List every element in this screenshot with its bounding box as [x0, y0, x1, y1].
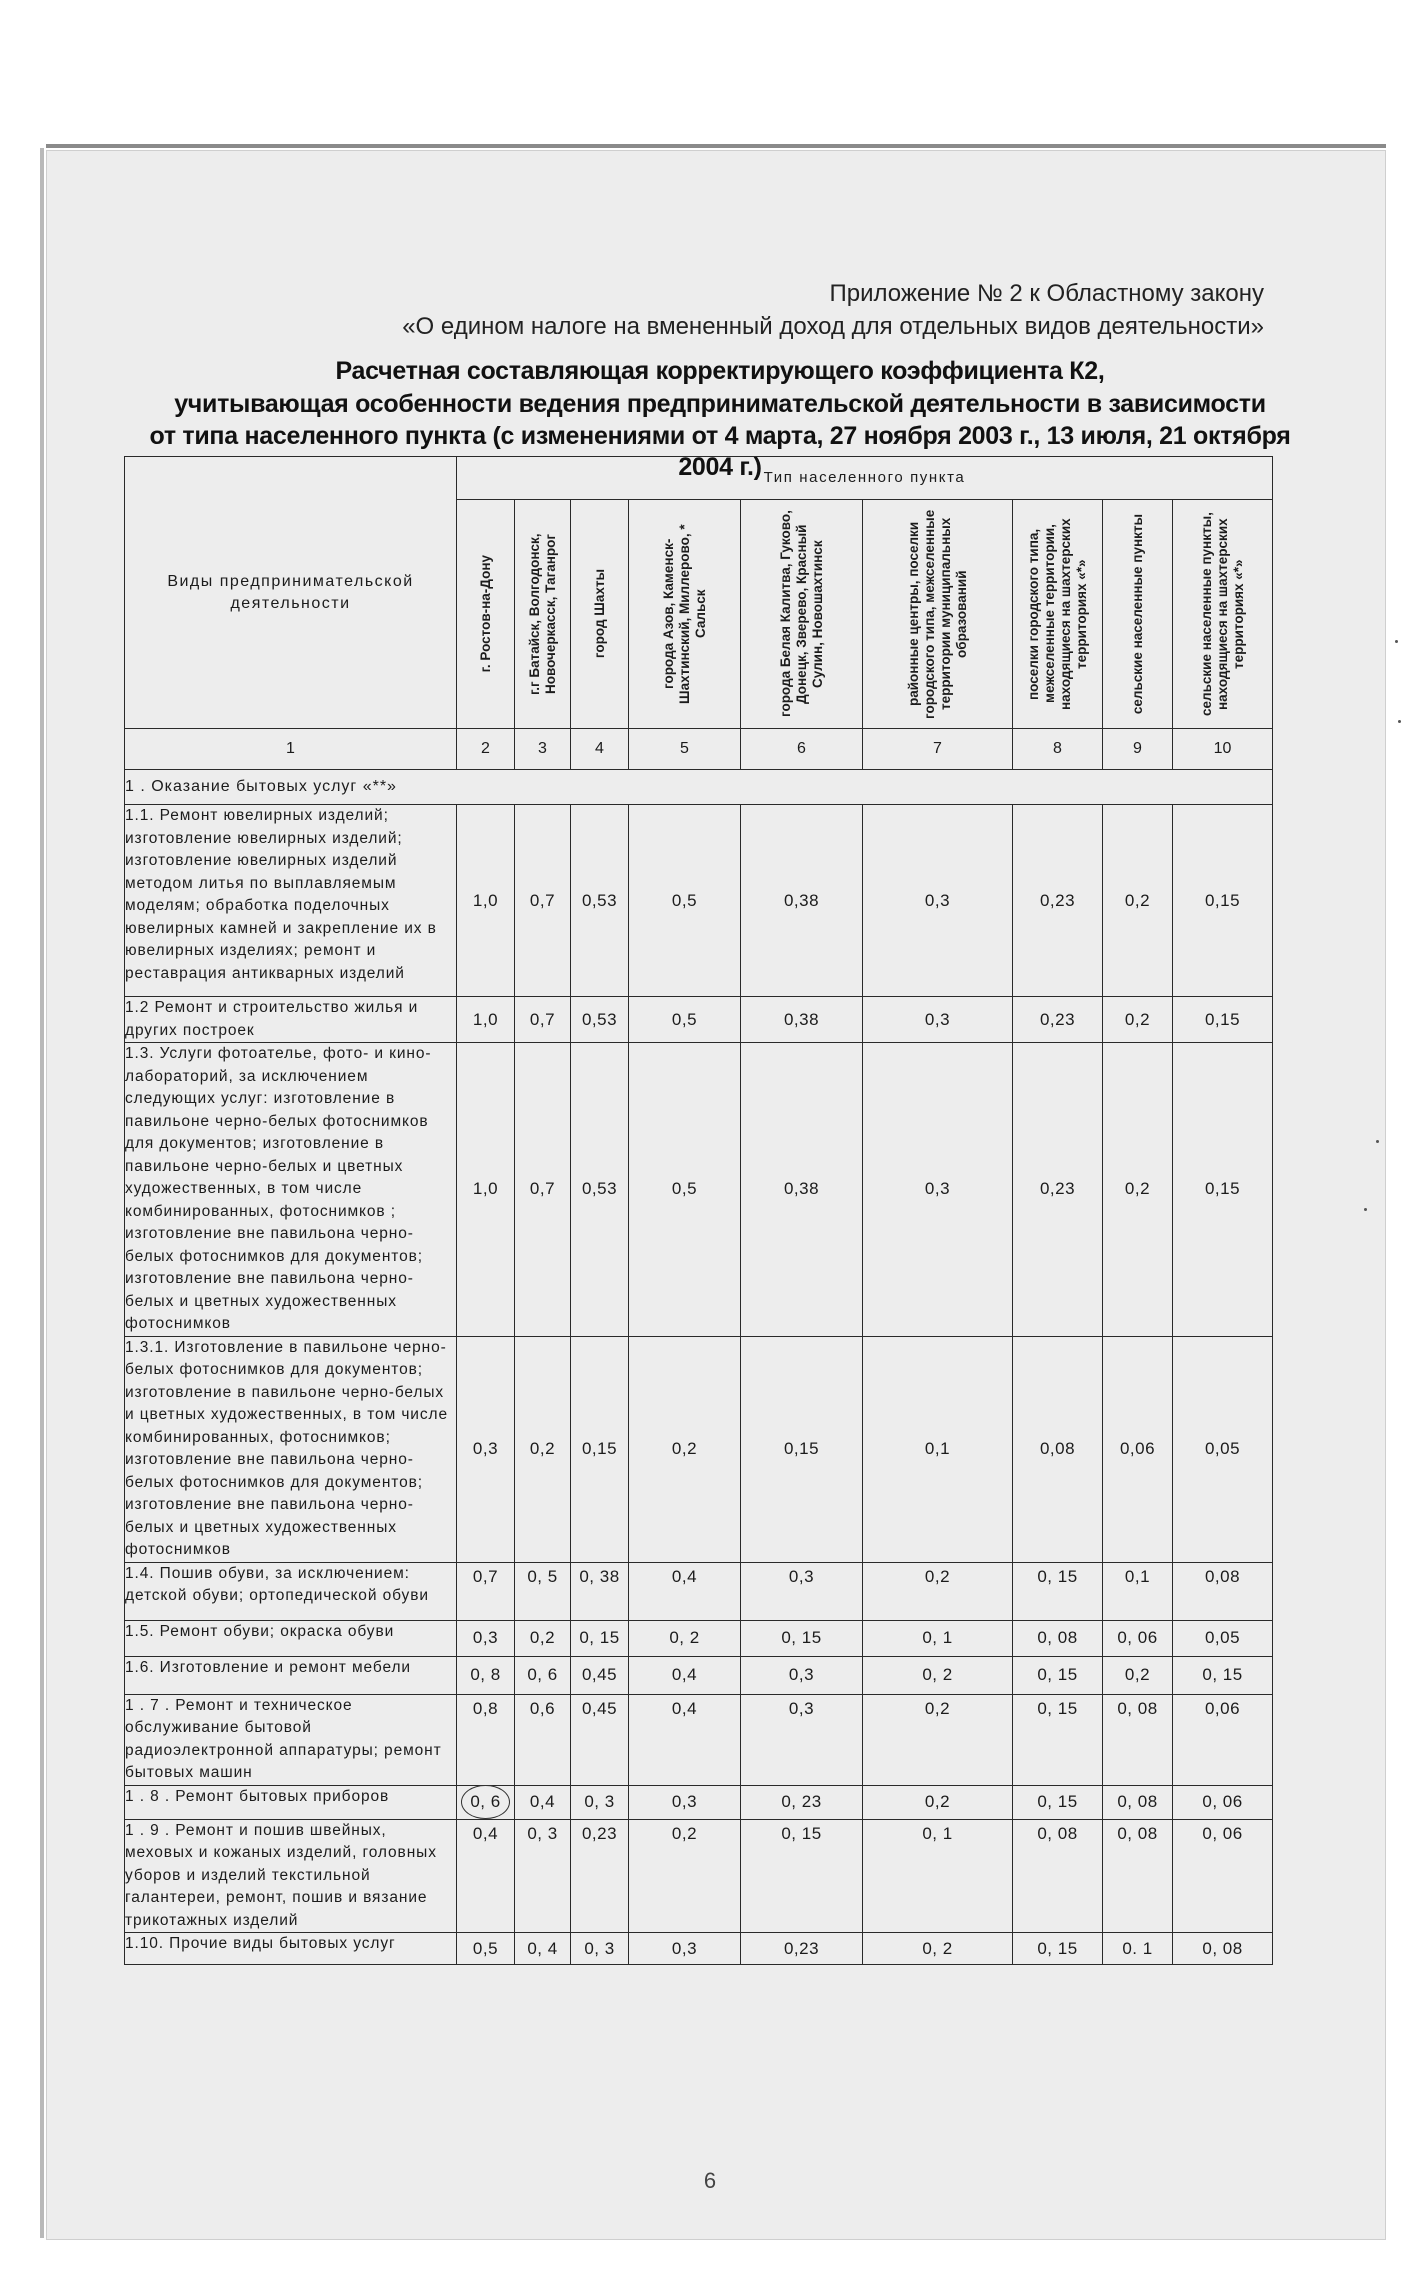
coefficient-value [1173, 1933, 1273, 1965]
coefficient-text: 1,0 [472, 890, 499, 910]
column-number: 3 [515, 729, 571, 770]
coefficient-value [1103, 805, 1173, 997]
coefficient-value [515, 1819, 571, 1933]
column-header-9 [1103, 500, 1173, 729]
coefficient-value [741, 1336, 863, 1562]
coefficient-text: 0,15 [581, 1439, 618, 1458]
coefficient-text: 0,2 [1124, 1009, 1151, 1029]
coefficient-text: 0,23 [1039, 890, 1076, 910]
coefficient-text: 0, 38 [579, 1566, 620, 1586]
coefficient-value [571, 997, 629, 1043]
coefficient-text: 0, 15 [1037, 1698, 1078, 1718]
coefficient-value [1103, 1043, 1173, 1337]
coefficient-value [457, 1620, 515, 1656]
coefficient-text: 0, 06 [1202, 1823, 1243, 1843]
scan-speck [1398, 720, 1401, 723]
coefficient-text: 0,53 [581, 1179, 618, 1199]
activity-kind: 1.2 Ремонт и строительство жилья и других построек [125, 997, 457, 1043]
sheet-edge-left [40, 148, 44, 2238]
coefficient-value [515, 1656, 571, 1694]
coefficient-text: 0,45 [581, 1698, 618, 1718]
activity-kind: 1.3. Услуги фотоателье, фото- и кино-лабораторий, за исключением следующих услуг: изготовление в павильоне черно-белых фотоснимков для документов; изготовление в павильоне черно-белых и цветных художественных, в том числе комбинированных, фотоснимков ; изготовление вне павильона черно-белых фотоснимков для документов; изготовление вне павильона черно-белых и цветных художественных фотоснимков [125, 1043, 457, 1337]
coefficient-text: 0, 15 [1037, 1792, 1078, 1811]
coefficient-text: 0,2 [924, 1792, 951, 1811]
coefficient-value [629, 1562, 741, 1620]
column-number: 8 [1013, 729, 1103, 770]
coefficient-text: 0,3 [924, 1009, 951, 1029]
coefficient-value [571, 1562, 629, 1620]
coefficient-value [741, 805, 863, 997]
coefficient-text: 0, 08 [1117, 1698, 1158, 1718]
coefficient-value [1103, 1785, 1173, 1819]
coefficient-table [124, 456, 1273, 1965]
column-number: 9 [1103, 729, 1173, 770]
coefficient-text: 0, 15 [1037, 1938, 1078, 1958]
coefficient-text: 0,2 [1124, 1665, 1151, 1684]
column-header-label: сельские населенные пункты, находящиеся на шахтерских территориях «*» [1198, 512, 1246, 716]
coefficient-value [629, 1694, 741, 1785]
column-header-7 [863, 500, 1013, 729]
activity-kind: 1.1. Ремонт ювелирных изделий; изготовление ювелирных изделий; изготовление ювелирных изделий методом литья по выплавляемым моделям; обработка поделочных ювелирных камней и закрепление их в ювелирных изделиях; ремонт и реставрация антикварных изделий [125, 805, 457, 997]
coefficient-text: 0,2 [529, 1439, 556, 1458]
coefficient-text: 0, 15 [781, 1823, 822, 1843]
coefficient-text: 0,8 [472, 1698, 499, 1718]
coefficient-text: 0,2 [1124, 1179, 1151, 1199]
coefficient-value [571, 1694, 629, 1785]
activity-kind: 1.3.1. Изготовление в павильоне черно-белых фотоснимков для документов; изготовление в павильоне черно-белых и цветных художественных, в том числе комбинированных, фотоснимков; изготовление вне павильона черно-белых фотоснимков для документов; изготовление вне павильона черно-белых и цветных художественных фотоснимков [125, 1336, 457, 1562]
coefficient-text: 0,08 [1039, 1439, 1076, 1458]
coefficient-text: 0, 08 [1037, 1823, 1078, 1843]
page-number: 6 [703, 2168, 717, 2193]
activity-kind: 1.5. Ремонт обуви; окраска обуви [125, 1620, 457, 1656]
column-number: 6 [741, 729, 863, 770]
coefficient-value [1013, 1043, 1103, 1337]
coefficient-text: 0,38 [783, 890, 820, 910]
coefficient-value [1173, 1656, 1273, 1694]
column-header-10 [1173, 500, 1273, 729]
coefficient-value [515, 997, 571, 1043]
coefficient-text: 0,23 [1039, 1009, 1076, 1029]
coefficient-text: 0,2 [1124, 890, 1151, 910]
coefficient-value [1173, 1620, 1273, 1656]
coefficient-text: 0,3 [788, 1665, 815, 1684]
coefficient-text: 0,2 [529, 1628, 556, 1647]
coefficient-value [629, 1043, 741, 1337]
coefficient-text: 0,23 [1039, 1179, 1076, 1199]
column-header-label: поселки городского типа, межселенные территории, находящиеся на шахтерских территориях «*» [1025, 518, 1089, 710]
coefficient-text: 0,6 [529, 1698, 556, 1718]
coefficient-text: 0,1 [1124, 1566, 1151, 1586]
coefficient-value [741, 1819, 863, 1933]
coefficient-text: 0, 6 [461, 1785, 509, 1819]
coefficient-value [629, 997, 741, 1043]
coefficient-value [571, 1336, 629, 1562]
coefficient-value [571, 1819, 629, 1933]
coefficient-text: 0,3 [472, 1628, 499, 1647]
coefficient-text: 0. 1 [1122, 1938, 1153, 1958]
coefficient-text: 0,1 [924, 1439, 951, 1458]
coefficient-text: 0,15 [1204, 1009, 1241, 1029]
coefficient-value [863, 1620, 1013, 1656]
coefficient-text: 0, 6 [527, 1665, 558, 1684]
coefficient-value [515, 805, 571, 997]
coefficient-value [1013, 1785, 1103, 1819]
column-header-label: районные центры, поселки городского типа, межселенные территории муниципальных образований [905, 509, 969, 719]
coefficient-value [741, 1043, 863, 1337]
coefficient-value [863, 997, 1013, 1043]
coefficient-value [571, 805, 629, 997]
coefficient-text: 0, 3 [527, 1823, 558, 1843]
activity-kind: 1.6. Изготовление и ремонт мебели [125, 1656, 457, 1694]
coefficient-value [571, 1620, 629, 1656]
activity-kind: 1.4. Пошив обуви, за исключением: детской обуви; ортопедической обуви [125, 1562, 457, 1620]
coefficient-value [1173, 1785, 1273, 1819]
column-number: 7 [863, 729, 1013, 770]
coefficient-value [1173, 1819, 1273, 1933]
coefficient-value [629, 805, 741, 997]
coefficient-text: 0,2 [671, 1823, 698, 1843]
table-row [125, 1933, 1273, 1965]
coefficient-text: 0,23 [783, 1938, 820, 1958]
column-header-label: г.г Батайск, Волгодонск, Новочеркасск, Таганрог [526, 533, 558, 695]
coefficient-text: 0,4 [671, 1566, 698, 1586]
coefficient-value [1173, 997, 1273, 1043]
coefficient-value [741, 997, 863, 1043]
coefficient-text: 0,2 [924, 1566, 951, 1586]
coefficient-text: 0, 3 [584, 1938, 615, 1958]
coefficient-value [457, 1336, 515, 1562]
coefficient-value [1103, 1336, 1173, 1562]
coefficient-value [515, 1336, 571, 1562]
coefficient-value [1173, 805, 1273, 997]
coefficient-text: 0, 06 [1202, 1792, 1243, 1811]
column-header-6 [741, 500, 863, 729]
table-row [125, 1562, 1273, 1620]
coefficient-text: 0, 08 [1037, 1628, 1078, 1647]
column-header-5 [629, 500, 741, 729]
coefficient-text: 0,15 [783, 1439, 820, 1458]
coefficient-value [741, 1562, 863, 1620]
coefficient-text: 0,08 [1204, 1566, 1241, 1586]
coefficient-value [863, 1336, 1013, 1562]
coefficient-value [515, 1562, 571, 1620]
coefficient-text: 0,4 [671, 1698, 698, 1718]
column-header-3 [515, 500, 571, 729]
coefficient-value [863, 1694, 1013, 1785]
coefficient-value [629, 1785, 741, 1819]
table-row [125, 1620, 1273, 1656]
coefficient-text: 0, 15 [1037, 1665, 1078, 1684]
coefficient-value [1103, 1620, 1173, 1656]
coefficient-value [863, 805, 1013, 997]
coefficient-text: 0,3 [788, 1698, 815, 1718]
coefficient-value [863, 1819, 1013, 1933]
coefficient-value [457, 1785, 515, 1819]
column-header-label: города Азов, Каменск-Шахтинский, Миллерово, * Сальск [660, 524, 708, 704]
coefficient-text: 0,7 [529, 1179, 556, 1199]
coefficient-text: 0,3 [924, 890, 951, 910]
table-row [125, 1694, 1273, 1785]
column-header-4 [571, 500, 629, 729]
column-number: 2 [457, 729, 515, 770]
coefficient-text: 0, 08 [1117, 1792, 1158, 1811]
coefficient-value [741, 1694, 863, 1785]
coefficient-value [1013, 1694, 1103, 1785]
column-header-label: город Шахты [591, 569, 607, 659]
coefficient-text: 0,2 [924, 1698, 951, 1718]
coefficient-value [515, 1694, 571, 1785]
coefficient-text: 0,15 [1204, 1179, 1241, 1199]
column-number: 10 [1173, 729, 1273, 770]
coefficient-text: 0,7 [529, 890, 556, 910]
coefficient-value [1173, 1336, 1273, 1562]
coefficient-value [629, 1656, 741, 1694]
coefficient-value [1103, 1562, 1173, 1620]
coefficient-value [515, 1620, 571, 1656]
coefficient-value [457, 1694, 515, 1785]
coefficient-text: 0,3 [671, 1792, 698, 1811]
coefficient-text: 0,7 [472, 1566, 499, 1586]
coefficient-text: 0,23 [581, 1823, 618, 1843]
coefficient-value [741, 1620, 863, 1656]
coefficient-value [1173, 1694, 1273, 1785]
column-header-2 [457, 500, 515, 729]
coefficient-value [863, 1562, 1013, 1620]
table-row [125, 1785, 1273, 1819]
activity-kind: 1.10. Прочие виды бытовых услуг [125, 1933, 457, 1965]
coefficient-text: 0,5 [671, 1179, 698, 1199]
coefficient-value [571, 1656, 629, 1694]
document-title-line-2: учитывающая особенности ведения предпринимательской деятельности в зависимости [174, 390, 1266, 418]
coefficient-text: 0,3 [671, 1938, 698, 1958]
coefficient-text: 0,4 [671, 1665, 698, 1684]
coefficient-text: 0,53 [581, 1009, 618, 1029]
coefficient-text: 0,06 [1204, 1698, 1241, 1718]
coefficient-value [457, 1656, 515, 1694]
coefficient-text: 0, 15 [781, 1628, 822, 1647]
coefficient-text: 0, 2 [922, 1938, 953, 1958]
activity-kind: 1 . 8 . Ремонт бытовых приборов [125, 1785, 457, 1819]
coefficient-text: 0, 15 [579, 1628, 620, 1647]
section-title: 1 . Оказание бытовых услуг «**» [125, 770, 1273, 805]
sheet-edge [46, 144, 1386, 148]
table-row [125, 1656, 1273, 1694]
coefficient-value [515, 1933, 571, 1965]
coefficient-value [741, 1656, 863, 1694]
coefficient-text: 0,7 [529, 1009, 556, 1029]
coefficient-value [1173, 1043, 1273, 1337]
section-row [125, 770, 1273, 805]
coefficient-text: 0,05 [1204, 1628, 1241, 1647]
coefficient-value [1103, 1819, 1173, 1933]
coefficient-text: 0,5 [472, 1938, 499, 1958]
coefficient-value [457, 1562, 515, 1620]
column-number: 5 [629, 729, 741, 770]
column-number: 1 [125, 729, 457, 770]
coefficient-text: 0, 1 [922, 1823, 953, 1843]
coefficient-value [629, 1620, 741, 1656]
coefficient-text: 0,45 [581, 1665, 618, 1684]
coefficient-value [1103, 1694, 1173, 1785]
coefficient-text: 0, 1 [922, 1628, 953, 1647]
coefficient-value [1013, 1819, 1103, 1933]
coefficient-value [515, 1785, 571, 1819]
coefficient-value [457, 997, 515, 1043]
coefficient-value [457, 805, 515, 997]
coefficient-value [457, 1819, 515, 1933]
coefficient-text: 0,3 [472, 1439, 499, 1458]
table-row [125, 1043, 1273, 1337]
coefficient-value [571, 1933, 629, 1965]
coefficient-text: 0,4 [472, 1823, 499, 1843]
scan-speck [1395, 640, 1398, 643]
coefficient-value [457, 1043, 515, 1337]
kinds-header: Виды предпринимательской деятельности [125, 457, 457, 729]
coefficient-text: 0,53 [581, 890, 618, 910]
coefficient-text: 0,05 [1204, 1439, 1241, 1458]
coefficient-text: 0,3 [788, 1566, 815, 1586]
coefficient-value [1013, 1656, 1103, 1694]
coefficient-text: 0, 2 [669, 1628, 700, 1647]
column-number: 4 [571, 729, 629, 770]
column-header-8 [1013, 500, 1103, 729]
scan-speck [1376, 1140, 1379, 1143]
coefficient-value [629, 1933, 741, 1965]
coefficient-text: 0,5 [671, 890, 698, 910]
appendix-reference: Приложение № 2 к Областному закону [829, 280, 1264, 307]
table-row [125, 997, 1273, 1043]
coefficient-value [629, 1336, 741, 1562]
coefficient-value [1013, 1620, 1103, 1656]
settlement-type-header: Тип населенного пункта [457, 457, 1273, 500]
coefficient-value [1013, 805, 1103, 997]
coefficient-text: 0,4 [529, 1792, 556, 1811]
coefficient-text: 0, 4 [527, 1938, 558, 1958]
column-numbers-row [125, 729, 1273, 770]
scan-speck [1364, 1208, 1367, 1211]
coefficient-text: 0,5 [671, 1009, 698, 1029]
coefficient-text: 1,0 [472, 1179, 499, 1199]
coefficient-value [571, 1043, 629, 1337]
column-header-label: города Белая Калитва, Гуково, Донецк, Зверево, Красный Сулин, Новошахтинск [777, 510, 825, 718]
coefficient-value [863, 1933, 1013, 1965]
coefficient-text: 0,06 [1119, 1439, 1156, 1458]
coefficient-text: 0, 8 [470, 1665, 501, 1684]
coefficient-value [863, 1656, 1013, 1694]
coefficient-value [457, 1933, 515, 1965]
coefficient-text: 0,38 [783, 1179, 820, 1199]
document-title-line-3: от типа населенного пункта (с изменениями от 4 марта, 27 ноября 2003 г., 13 июля, 21 октября 2004 г.) [149, 422, 1291, 481]
coefficient-value [1013, 1336, 1103, 1562]
coefficient-value [571, 1785, 629, 1819]
coefficient-text: 0,2 [671, 1439, 698, 1458]
coefficient-value [1103, 997, 1173, 1043]
table-row [125, 1336, 1273, 1562]
coefficient-text: 0,38 [783, 1009, 820, 1029]
coefficient-value [515, 1043, 571, 1337]
coefficient-text: 0, 23 [781, 1792, 822, 1811]
activity-kind: 1 . 7 . Ремонт и техническое обслуживание бытовой радиоэлектронной аппаратуры; ремонт бытовых машин [125, 1694, 457, 1785]
coefficient-text: 0, 08 [1117, 1823, 1158, 1843]
coefficient-text: 0,15 [1204, 890, 1241, 910]
coefficient-value [629, 1819, 741, 1933]
table-row [125, 805, 1273, 997]
coefficient-value [863, 1043, 1013, 1337]
appendix-law-name: «О едином налоге на вмененный доход для отдельных видов деятельности» [402, 313, 1264, 340]
coefficient-text: 0, 15 [1202, 1665, 1243, 1684]
coefficient-text: 0, 08 [1202, 1938, 1243, 1958]
coefficient-text: 0, 06 [1117, 1628, 1158, 1647]
coefficient-value [1013, 997, 1103, 1043]
coefficient-text: 0, 15 [1037, 1566, 1078, 1586]
coefficient-value [741, 1785, 863, 1819]
coefficient-text: 0, 3 [584, 1792, 615, 1811]
document-title-line-1: Расчетная составляющая корректирующего коэффициента К2, [335, 357, 1105, 385]
coefficient-value [1013, 1933, 1103, 1965]
coefficient-value [741, 1933, 863, 1965]
table-row [125, 1819, 1273, 1933]
coefficient-value [1013, 1562, 1103, 1620]
coefficient-text: 0, 5 [527, 1566, 558, 1586]
column-header-label: сельские населенные пункты [1129, 513, 1145, 715]
coefficient-value [863, 1785, 1013, 1819]
column-header-label: г. Ростов-на-Дону [477, 555, 493, 673]
coefficient-text: 1,0 [472, 1009, 499, 1029]
coefficient-text: 0, 2 [922, 1665, 953, 1684]
coefficient-text: 0,3 [924, 1179, 951, 1199]
coefficient-value [1103, 1656, 1173, 1694]
activity-kind: 1 . 9 . Ремонт и пошив швейных, меховых и кожаных изделий, головных уборов и изделий текстильной галантереи, ремонт, пошив и вязание трикотажных изделий [125, 1819, 457, 1933]
coefficient-value [1173, 1562, 1273, 1620]
coefficient-value [1103, 1933, 1173, 1965]
